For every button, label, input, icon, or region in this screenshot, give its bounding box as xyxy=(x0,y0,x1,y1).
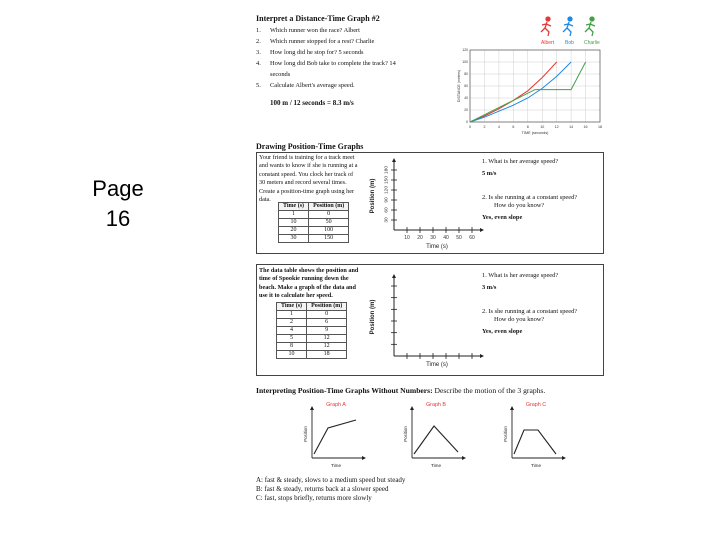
y-tick-label: 40 xyxy=(464,96,468,101)
graph-y-label: Position (m) xyxy=(370,299,376,335)
table-row xyxy=(279,227,349,235)
y-tick-label: 60 xyxy=(464,84,468,89)
question-number: 4. xyxy=(256,60,261,67)
series-line-bob xyxy=(470,62,571,122)
x-axis-label: TIME (seconds) xyxy=(521,131,549,135)
table-cell: 50 xyxy=(309,219,349,227)
runner-legend xyxy=(536,14,606,46)
graph-x-label: Time xyxy=(330,463,342,468)
s2-a1: 5 m/s xyxy=(482,170,497,177)
table-row xyxy=(277,351,347,359)
x-axis-arrow xyxy=(480,228,484,232)
drawing-position-time-section xyxy=(254,142,606,254)
answer-c: C: fast, stops briefly, returns more slowly xyxy=(256,494,372,502)
legend-albert: Albert xyxy=(541,40,555,46)
motion-line xyxy=(314,420,356,454)
s2-q2b: How do you know? xyxy=(494,202,545,209)
table-cell: 10 xyxy=(277,351,307,359)
runner-bob-icon xyxy=(563,17,573,36)
graph-label: Graph C xyxy=(525,402,547,408)
question-item xyxy=(256,71,290,79)
table-row xyxy=(277,319,347,327)
table-cell: 0 xyxy=(309,211,349,219)
s3-a1: 3 m/s xyxy=(482,284,497,291)
table-cell: 18 xyxy=(307,351,347,359)
y-tick-label: 120 xyxy=(384,185,390,195)
page-label: Page 16 xyxy=(92,176,144,231)
section2-title: Drawing Position-Time Graphs xyxy=(256,142,364,151)
question-text: seconds xyxy=(270,71,291,78)
x-tick-label: 16 xyxy=(583,125,588,129)
graph-x-label: Time xyxy=(430,463,442,468)
y-tick-label: 150 xyxy=(384,175,390,185)
section2-graph xyxy=(368,154,488,252)
table-cell: 30 xyxy=(279,235,309,243)
section1-title: Interpret a Distance-Time Graph #2 xyxy=(256,14,380,23)
graph-y-label: Position xyxy=(303,426,308,442)
runner-charlie-icon xyxy=(585,17,595,36)
table-row xyxy=(279,211,349,219)
question-item xyxy=(256,82,355,90)
table-cell: 12 xyxy=(307,343,347,351)
table-cell: 150 xyxy=(309,235,349,243)
y-axis-arrow xyxy=(310,406,314,410)
x-tick-label: 4 xyxy=(497,125,500,129)
motion-graphs xyxy=(294,400,594,476)
y-axis-arrow xyxy=(410,406,414,410)
y-axis-arrow xyxy=(392,274,396,278)
graph-x-label: Time (s) xyxy=(426,244,448,250)
y-tick-label: 100 xyxy=(462,60,468,65)
y-axis-arrow xyxy=(510,406,514,410)
x-axis-arrow xyxy=(562,456,566,460)
x-tick-label: 6 xyxy=(512,125,515,129)
table-cell: 0 xyxy=(307,311,347,319)
table-cell: 6 xyxy=(307,319,347,327)
graph-x-label: Time (s) xyxy=(426,362,448,368)
x-tick-label: 14 xyxy=(569,125,574,129)
question-number: 3. xyxy=(256,49,261,56)
answer-a: A: fast & steady, slows to a medium speed but steady xyxy=(256,476,406,484)
s3-q2a: 2. Is she running at a constant speed? xyxy=(482,308,578,315)
s3-a2: Yes, even slope xyxy=(482,328,523,335)
table-cell: 20 xyxy=(279,227,309,235)
s2-a2: Yes, even slope xyxy=(482,214,523,221)
y-tick-label: 180 xyxy=(384,165,390,175)
s3-q1: 1. What is her average speed? xyxy=(482,272,559,279)
section3-intro: The data table shows the position and time of Spookie running down the beach. Make a graph of the data and use it to calculate her speed. xyxy=(259,267,359,300)
section4-title: Interpreting Position-Time Graphs Without Numbers: xyxy=(256,386,433,395)
section3-table xyxy=(276,302,347,359)
table-cell: 4 xyxy=(277,327,307,335)
question-item xyxy=(256,38,374,46)
legend-bob: Bob xyxy=(565,40,574,46)
graph-label: Graph A xyxy=(326,402,346,408)
table-header: Position (m) xyxy=(309,203,349,211)
y-tick-label: 0 xyxy=(466,120,468,125)
table-cell: 1 xyxy=(279,211,309,219)
interpreting-section xyxy=(254,386,606,510)
table-cell: 9 xyxy=(307,327,347,335)
y-tick-label: 20 xyxy=(464,108,468,113)
x-tick-label: 10 xyxy=(404,235,410,241)
question-item xyxy=(256,49,364,57)
y-axis-arrow xyxy=(392,158,396,162)
distance-time-chart xyxy=(456,46,604,138)
table-cell: 5 xyxy=(277,335,307,343)
graph-y-label: Position (m) xyxy=(370,178,376,214)
table-cell: 2 xyxy=(277,319,307,327)
x-tick-label: 12 xyxy=(554,125,559,129)
table-cell: 8 xyxy=(277,343,307,351)
question-item xyxy=(256,27,360,35)
motion-line xyxy=(514,430,556,454)
section2-intro: Your friend is training for a track meet and wants to know if she is running at a constant speed. You clock her track of 30 meters and record several times. Create a position-time graph using her data. xyxy=(259,154,358,202)
runner-albert-icon xyxy=(541,17,551,36)
s3-q2b: How do you know? xyxy=(494,316,545,323)
y-tick-label: 30 xyxy=(384,217,390,223)
question-number: 5. xyxy=(256,82,261,89)
x-tick-label: 10 xyxy=(540,125,545,129)
y-tick-label: 80 xyxy=(464,72,468,77)
x-tick-label: 18 xyxy=(598,125,602,129)
answer-text: 100 m / 12 seconds = 8.3 m/s xyxy=(270,99,354,107)
section4-answers xyxy=(256,476,405,503)
table-header: Time (s) xyxy=(279,203,309,211)
question-text: How long did Bob take to complete the track? 14 xyxy=(270,60,396,67)
table-row xyxy=(279,219,349,227)
y-tick-label: 90 xyxy=(384,197,390,203)
question-text: Calculate Albert's average speed. xyxy=(270,82,355,89)
x-axis-arrow xyxy=(462,456,466,460)
s2-q2a: 2. Is she running at a constant speed? xyxy=(482,194,578,201)
y-axis-label: DISTANCE (meters) xyxy=(457,69,461,103)
y-tick-label: 120 xyxy=(462,48,468,53)
graph-label: Graph B xyxy=(425,402,447,408)
runner-icons xyxy=(536,14,606,46)
x-axis-arrow xyxy=(480,354,484,358)
x-tick-label: 20 xyxy=(417,235,423,241)
y-tick-label: 60 xyxy=(384,207,390,213)
graph-x-label: Time xyxy=(530,463,542,468)
section3-graph xyxy=(368,268,488,374)
table-cell: 100 xyxy=(309,227,349,235)
section4-instruction: Describe the motion of the 3 graphs. xyxy=(434,386,546,395)
x-tick-label: 40 xyxy=(443,235,449,241)
x-tick-label: 2 xyxy=(483,125,486,129)
x-axis-arrow xyxy=(362,456,366,460)
question-text: How long did he stop for? 5 seconds xyxy=(270,49,364,56)
question-text: Which runner stopped for a rest? Charlie xyxy=(270,38,375,45)
table-row xyxy=(277,327,347,335)
question-number: 1. xyxy=(256,27,261,34)
section4-heading xyxy=(256,386,545,395)
question-text: Which runner won the race? Albert xyxy=(270,27,360,34)
question-item xyxy=(256,60,396,68)
table-cell: 1 xyxy=(277,311,307,319)
table-row xyxy=(279,235,349,243)
legend-charlie: Charlie xyxy=(584,40,600,46)
x-tick-label: 50 xyxy=(456,235,462,241)
table-header: Time (s) xyxy=(277,303,307,311)
section2-table xyxy=(278,202,349,243)
x-tick-label: 0 xyxy=(469,125,471,129)
distance-time-section xyxy=(254,10,606,135)
table-row xyxy=(277,343,347,351)
table-header: Position (m) xyxy=(307,303,347,311)
table-row xyxy=(277,335,347,343)
answer-b: B: fast & steady, returns back at a slower speed xyxy=(256,485,389,493)
x-tick-label: 30 xyxy=(430,235,436,241)
spookie-section xyxy=(254,264,606,376)
s2-q1: 1. What is her average speed? xyxy=(482,158,559,165)
graph-y-label: Position xyxy=(503,426,508,442)
table-cell: 12 xyxy=(307,335,347,343)
motion-line xyxy=(414,426,458,454)
table-row xyxy=(277,311,347,319)
table-cell: 10 xyxy=(279,219,309,227)
x-tick-label: 8 xyxy=(526,125,529,129)
x-tick-label: 60 xyxy=(469,235,475,241)
graph-y-label: Position xyxy=(403,426,408,442)
question-number: 2. xyxy=(256,38,261,45)
